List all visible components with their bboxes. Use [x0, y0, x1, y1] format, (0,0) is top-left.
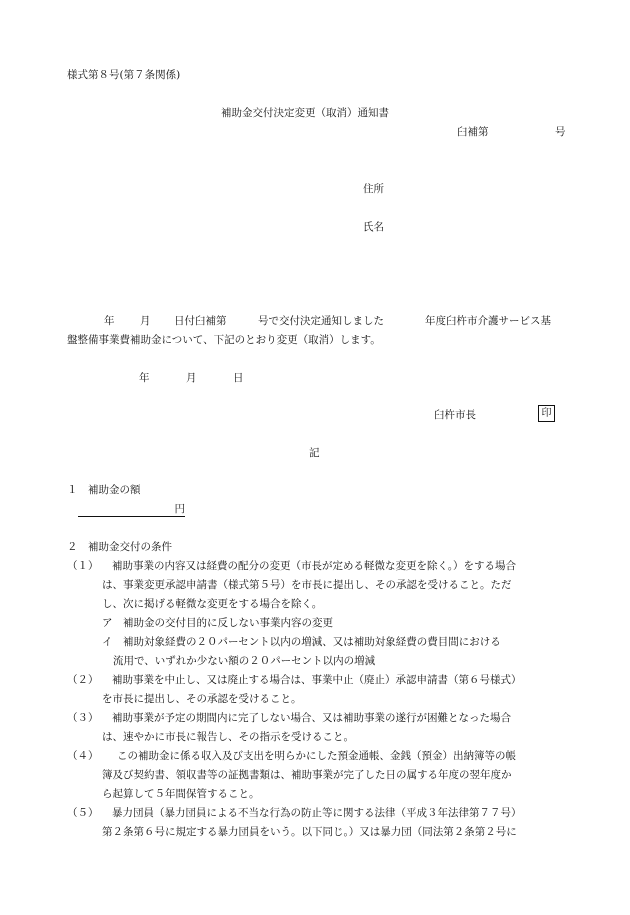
- issuer-name: 臼杵市長: [434, 409, 476, 421]
- condition-4-line-3: ら起算して５年間保管すること。: [102, 788, 260, 800]
- address-label: 住所: [363, 183, 384, 195]
- body-day-prefix: 日付臼補第: [174, 315, 227, 327]
- condition-5-number: （５）: [67, 807, 99, 819]
- body-program: 年度臼杵市介護サービス基: [425, 315, 551, 327]
- date-month: 月: [186, 372, 197, 384]
- condition-1-number: （１）: [67, 560, 99, 572]
- amount-field: [78, 504, 185, 517]
- condition-3-line-1: 補助事業が予定の期間内に完了しない場合、又は補助事業の遂行が困難となった場合: [112, 712, 511, 724]
- condition-4-line-2: 簿及び契約書、領収書等の証拠書類は、補助事業が完了した日の属する年度の翌年度か: [102, 769, 512, 781]
- date-day: 日: [233, 372, 244, 384]
- condition-2-line-2: を市長に提出し、その承認を受けること。: [102, 693, 302, 705]
- name-label: 氏名: [363, 221, 384, 233]
- condition-1-item-i-line-1: イ 補助対象経費の２０パーセント以内の増減、又は補助対象経費の費目間における: [102, 636, 501, 648]
- condition-1-line-3: し、次に掲げる軽微な変更をする場合を除く。: [102, 598, 323, 610]
- amount-unit: 円: [174, 503, 185, 515]
- form-number: 様式第８号(第７条関係): [67, 69, 181, 81]
- condition-2-number: （２）: [67, 674, 99, 686]
- section-2-heading: ２ 補助金交付の条件: [67, 541, 172, 553]
- body-line-2: 盤整備事業費補助金について、下記のとおり変更（取消）します。: [67, 334, 381, 346]
- condition-4-number: （４）: [67, 750, 99, 762]
- ki-heading: 記: [309, 447, 320, 459]
- condition-5-line-2: 第２条第６号に規定する暴力団員をいう。以下同じ。）又は暴力団（同法第２条第２号に: [102, 826, 517, 838]
- date-year: 年: [139, 372, 150, 384]
- section-1-heading: １ 補助金の額: [67, 484, 141, 496]
- doc-number-suffix: 号: [555, 126, 566, 138]
- doc-number-prefix: 臼補第: [457, 126, 489, 138]
- condition-4-line-1: この補助金に係る収入及び支出を明らかにした預金通帳、金銭（預金）出納簿等の帳: [117, 750, 516, 762]
- condition-1-line-2: は、事業変更承認申請書（様式第５号）を市長に提出し、その承認を受けること。ただ: [102, 579, 512, 591]
- condition-5-line-1: 暴力団員（暴力団員による不当な行為の防止等に関する法律（平成３年法律第７７号）: [112, 807, 522, 819]
- condition-1-item-i-line-2: 流用で、いずれか少ない額の２０パーセント以内の増減: [113, 655, 376, 667]
- document-title: 補助金交付決定変更（取消）通知書: [221, 107, 389, 119]
- condition-1-item-a: ア 補助金の交付目的に反しない事業内容の変更: [102, 617, 333, 629]
- seal-stamp: 印: [538, 405, 555, 422]
- body-year: 年: [104, 315, 115, 327]
- body-issued: 号で交付決定通知しました: [258, 315, 384, 327]
- body-month: 月: [140, 315, 151, 327]
- condition-3-line-2: は、速やかに市長に報告し、その指示を受けること。: [102, 731, 354, 743]
- condition-2-line-1: 補助事業を中止し、又は廃止する場合は、事業中止（廃止）承認申請書（第６号様式）: [112, 674, 522, 686]
- condition-3-number: （３）: [67, 712, 99, 724]
- condition-1-line-1: 補助事業の内容又は経費の配分の変更（市長が定める軽微な変更を除く。）をする場合: [112, 560, 517, 572]
